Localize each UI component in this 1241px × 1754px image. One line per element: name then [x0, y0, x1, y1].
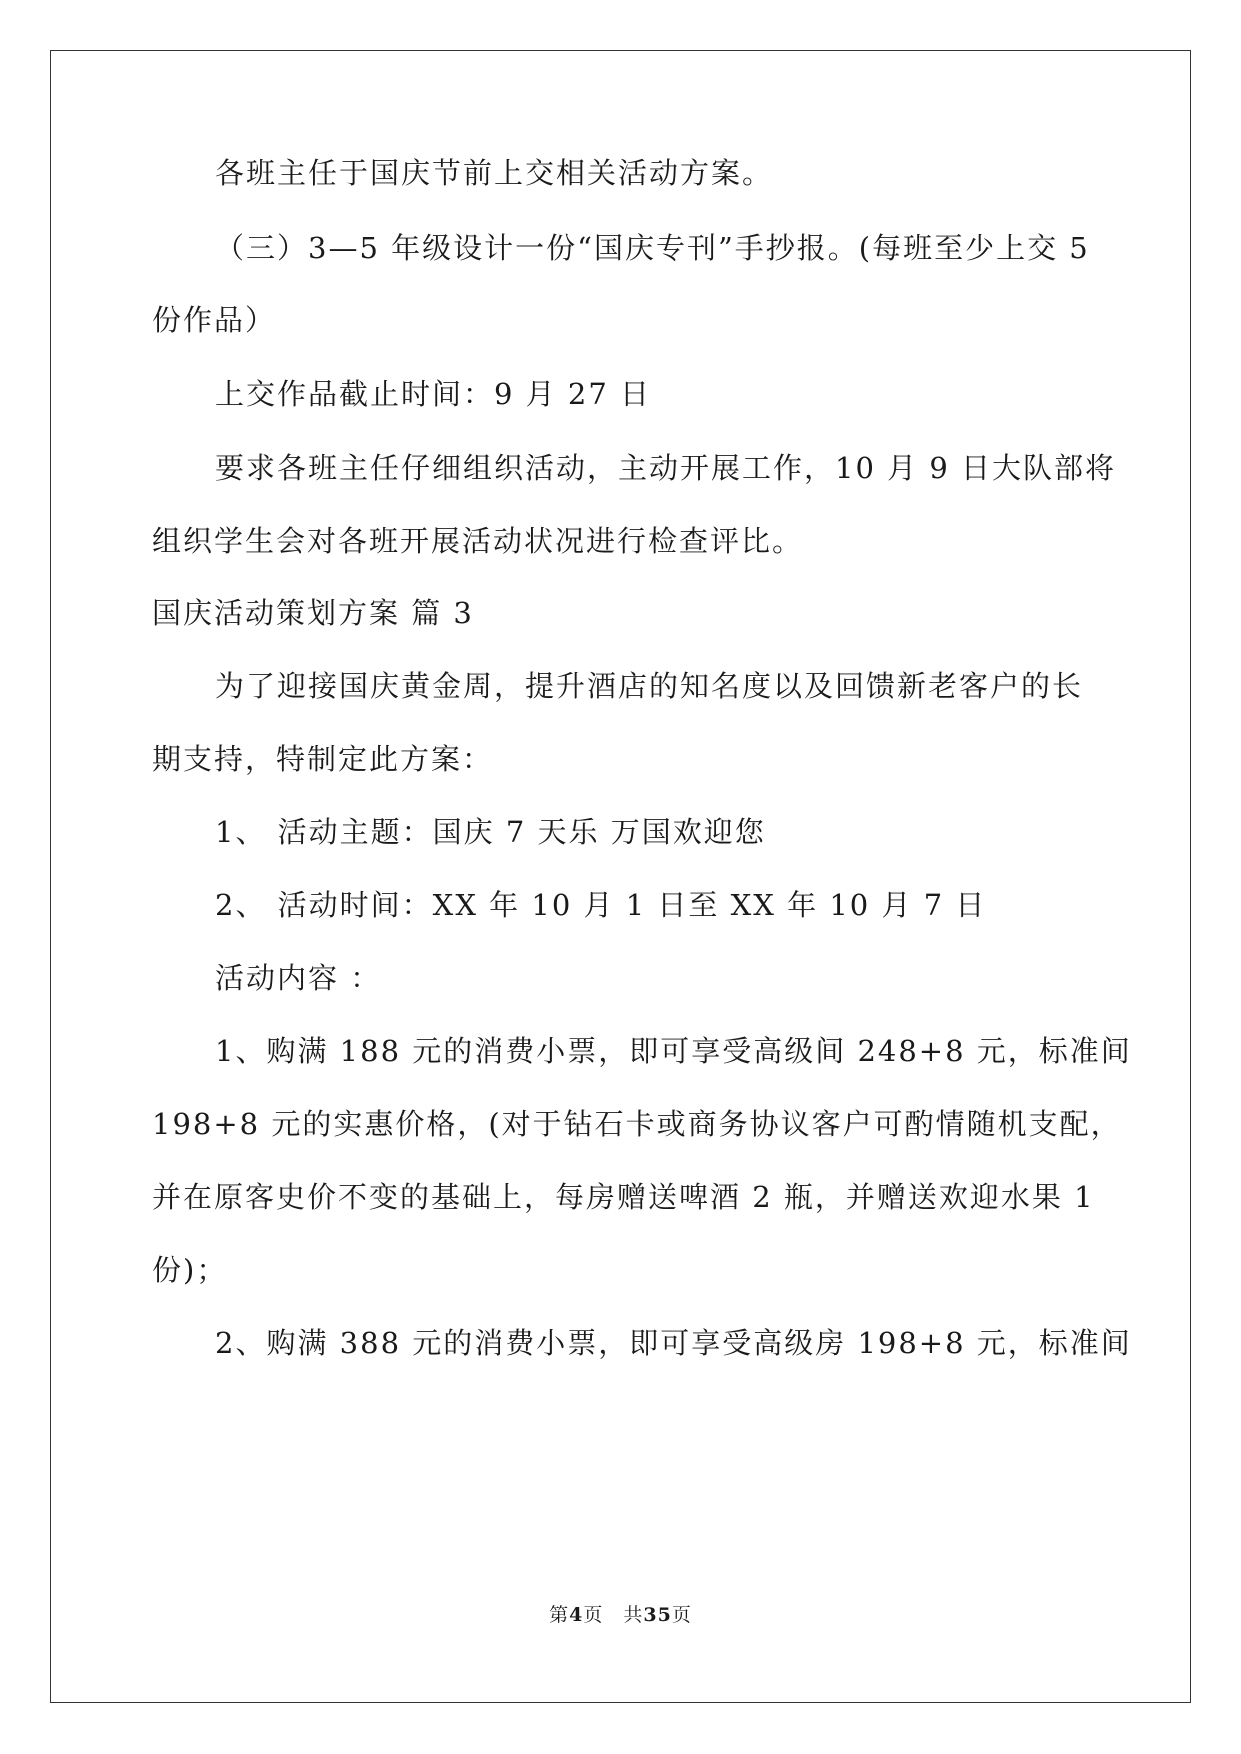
paragraph-line-15: 并在原客史价不变的基础上，每房赠送啤酒 2 瓶，并赠送欢迎水果 1 — [152, 1180, 1095, 1214]
paragraph-line-2: （三）3—5 年级设计一份“国庆专刊”手抄报。(每班至少上交 5 — [215, 231, 1090, 265]
paragraph-line-9: 期支持，特制定此方案： — [152, 742, 494, 776]
footer-total-pages: 35 — [643, 1604, 672, 1626]
page-footer — [0, 1600, 1241, 1627]
paragraph-line-10: 1、 活动主题：国庆 7 天乐 万国欢迎您 — [215, 815, 766, 849]
paragraph-line-3: 份作品） — [152, 303, 277, 337]
paragraph-line-8: 为了迎接国庆黄金周，提升酒店的知名度以及回馈新老客户的长 — [215, 669, 1084, 703]
paragraph-line-6: 组织学生会对各班开展活动状况进行检查评比。 — [152, 524, 804, 558]
paragraph-line-17: 2、购满 388 元的消费小票，即可享受高级房 198+8 元，标准间 — [215, 1326, 1132, 1360]
paragraph-line-11: 2、 活动时间：XX 年 10 月 1 日至 XX 年 10 月 7 日 — [215, 888, 987, 922]
paragraph-line-1: 各班主任于国庆节前上交相关活动方案。 — [215, 156, 774, 190]
paragraph-line-12: 活动内容 ： — [215, 961, 382, 995]
footer-page-number: 4 — [569, 1604, 584, 1626]
footer-suffix: 页 — [671, 1604, 692, 1626]
paragraph-line-13: 1、购满 188 元的消费小票，即可享受高级间 248+8 元，标准间 — [215, 1034, 1132, 1068]
paragraph-line-4: 上交作品截止时间：9 月 27 日 — [215, 377, 652, 411]
paragraph-line-16: 份)； — [152, 1253, 228, 1287]
paragraph-line-5: 要求各班主任仔细组织活动，主动开展工作，10 月 9 日大队部将 — [215, 451, 1117, 485]
paragraph-line-14: 198+8 元的实惠价格，(对于钻石卡或商务协议客户可酌情随机支配， — [152, 1107, 1122, 1141]
page-border — [50, 50, 1191, 1703]
section-heading: 国庆活动策划方案 篇 3 — [152, 596, 474, 630]
footer-mid: 页 共 — [583, 1604, 644, 1626]
footer-prefix: 第 — [549, 1604, 570, 1626]
